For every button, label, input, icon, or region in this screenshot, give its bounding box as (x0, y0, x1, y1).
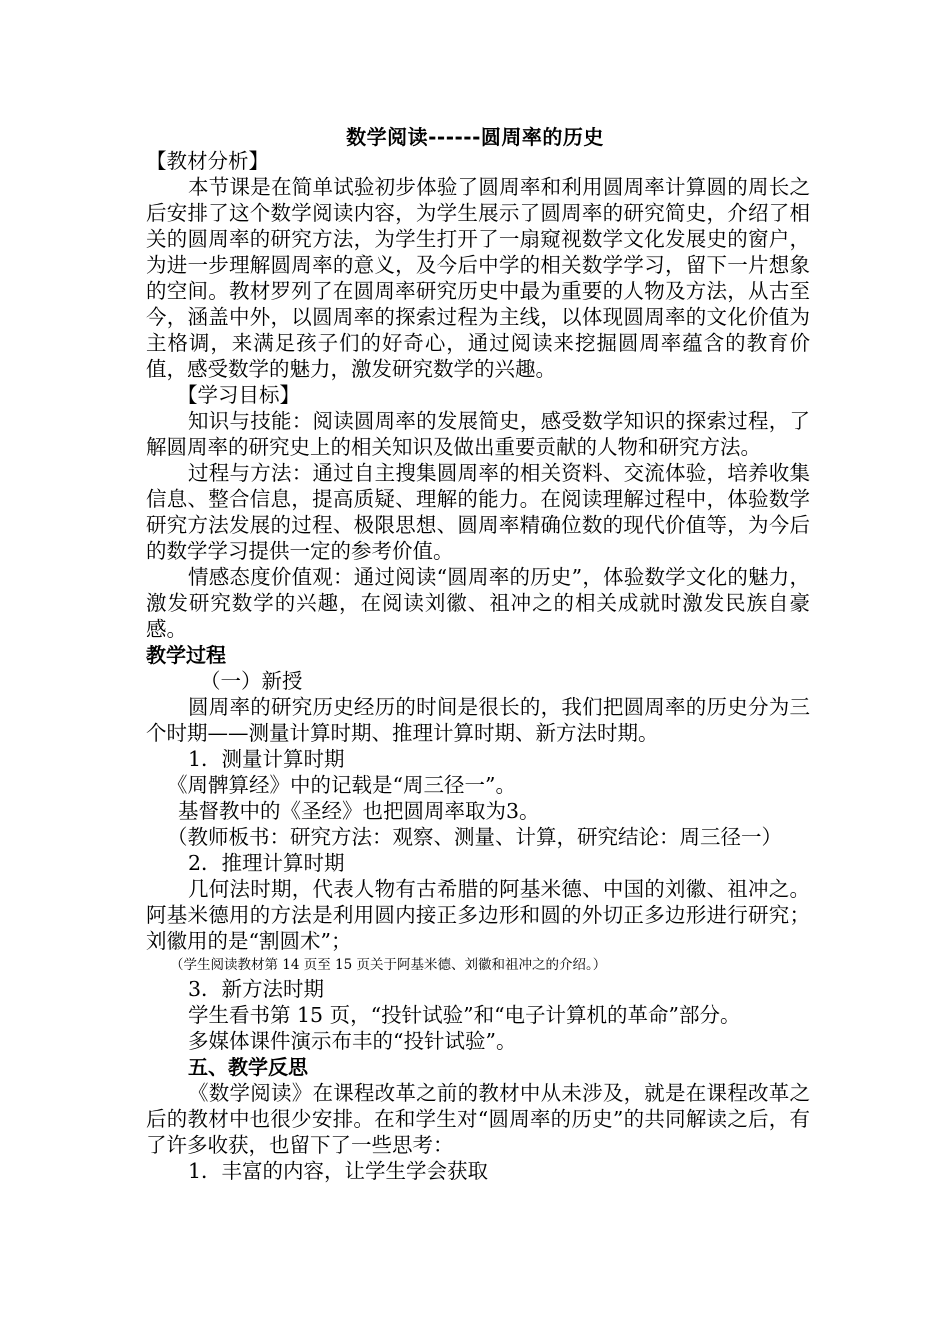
period1-line-a: 《周髀算经》中的记载是“周三径一”。 (167, 773, 516, 797)
period3-line-b: 多媒体课件演示布丰的“投针试验”。 (188, 1029, 517, 1053)
reflection-item-1: 1．丰富的内容，让学生学会获取 (188, 1159, 489, 1183)
goal-knowledge-paragraph: 知识与技能：阅读圆周率的发展简史，感受数学知识的探索过程，了解圆周率的研究史上的相关知识及做出重要贡献的人物和研究方法。 (146, 409, 810, 459)
intro-paragraph: 圆周率的研究历史经历的时间是很长的，我们把圆周率的历史分为三个时期——测量计算时期、推理计算时期、新方法时期。 (146, 695, 810, 745)
period3-heading: 3．新方法时期 (188, 977, 325, 1001)
reflection-heading: 五、教学反思 (188, 1055, 308, 1079)
analysis-heading: 【教材分析】 (146, 149, 269, 173)
goal-process-paragraph: 过程与方法：通过自主搜集圆周率的相关资料、交流体验，培养收集信息、整合信息，提高质疑、理解的能力。在阅读理解过程中，体验数学研究方法发展的过程、极限思想、圆周率精确位数的现代价值等，为今后的数学学习提供一定的参考价值。 (146, 461, 810, 563)
period1-line-c: （教师板书：研究方法：观察、测量、计算，研究结论：周三径一） (167, 825, 782, 849)
page-title: 数学阅读------圆周率的历史 (346, 125, 604, 149)
goal-emotion-paragraph: 情感态度价值观：通过阅读“圆周率的历史”，体验数学文化的魅力，激发研究数学的兴趣，在阅读刘徽、祖冲之的相关成就时激发民族自豪感。 (146, 565, 810, 641)
reflection-paragraph: 《数学阅读》在课程改革之前的教材中从未涉及，就是在课程改革之后的教材中也很少安排。在和学生对“圆周率的历史”的共同解读之后，有了许多收获，也留下了一些思考： (146, 1081, 810, 1157)
analysis-paragraph: 本节课是在简单试验初步体验了圆周率和利用圆周率计算圆的周长之后安排了这个数学阅读内容，为学生展示了圆周率的研究简史，介绍了相关的圆周率的研究方法，为学生打开了一扇窥视数学文化发展史的窗户，为进一步理解圆周率的意义，及今后中学的相关数学学习，留下一片想象的空间。教材罗列了在圆周率研究历史中最为重要的人物及方法，从古至今，涵盖中外，以圆周率的探索过程为主线，以体现圆周率的文化价值为主格调，来满足孩子们的好奇心，通过阅读来挖掘圆周率蕴含的教育价值，感受数学的魅力，激发研究数学的兴趣。 (146, 175, 810, 381)
process-heading: 教学过程 (146, 643, 226, 667)
period1-line-b: 基督教中的《圣经》也把圆周率取为3。 (178, 799, 540, 823)
period2-paragraph: 几何法时期，代表人物有古希腊的阿基米德、中国的刘徽、祖冲之。阿基米德用的方法是利用圆内接正多边形和圆的外切正多边形进行研究；刘徽用的是“割圆术”； (146, 877, 810, 953)
period2-heading: 2．推理计算时期 (188, 851, 345, 875)
goals-heading: 【学习目标】 (177, 383, 300, 407)
document-body (146, 148, 810, 1184)
period1-heading: 1．测量计算时期 (188, 747, 345, 771)
new-lesson-heading: （一）新授 (200, 669, 303, 693)
period2-note: （学生阅读教材第 14 页至 15 页关于阿基米德、刘徽和祖冲之的介绍。） (170, 957, 607, 973)
period3-line-a: 学生看书第 15 页，“投针试验”和“电子计算机的革命”部分。 (188, 1003, 741, 1027)
